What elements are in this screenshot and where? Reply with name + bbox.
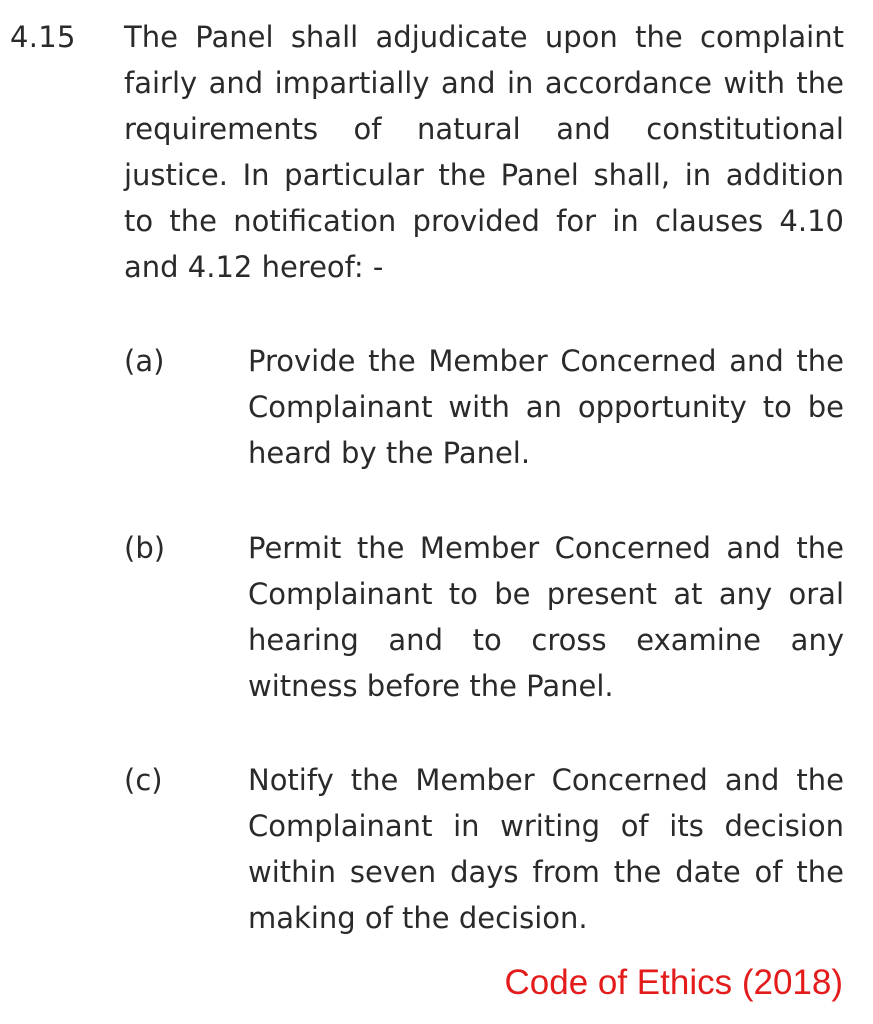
clause-number: 4.15 [10,20,76,54]
source-caption: Code of Ethics (2018) [504,963,843,1002]
subclause-text: Notify the Member Concerned and the Complainant in writing of its decision within seven days from the date of the making of the decision. [248,763,844,935]
subclause-label: (a) [124,344,165,378]
subclause-label: (c) [124,763,163,797]
subclause-label: (b) [124,531,166,565]
subclause-text: Provide the Member Concerned and the Complainant with an opportunity to be heard by the Panel. [248,344,844,470]
clause-body: The Panel shall adjudicate upon the complaint fairly and impartially and in accordance with the requirements of natural and constitutional justice. In particular the Panel shall, in addition to the notification provided for in clauses 4.10 and 4.12 hereof: - [124,20,844,284]
subclause-text: Permit the Member Concerned and the Complainant to be present at any oral hearing and to cross examine any witness before the Panel. [248,531,844,703]
